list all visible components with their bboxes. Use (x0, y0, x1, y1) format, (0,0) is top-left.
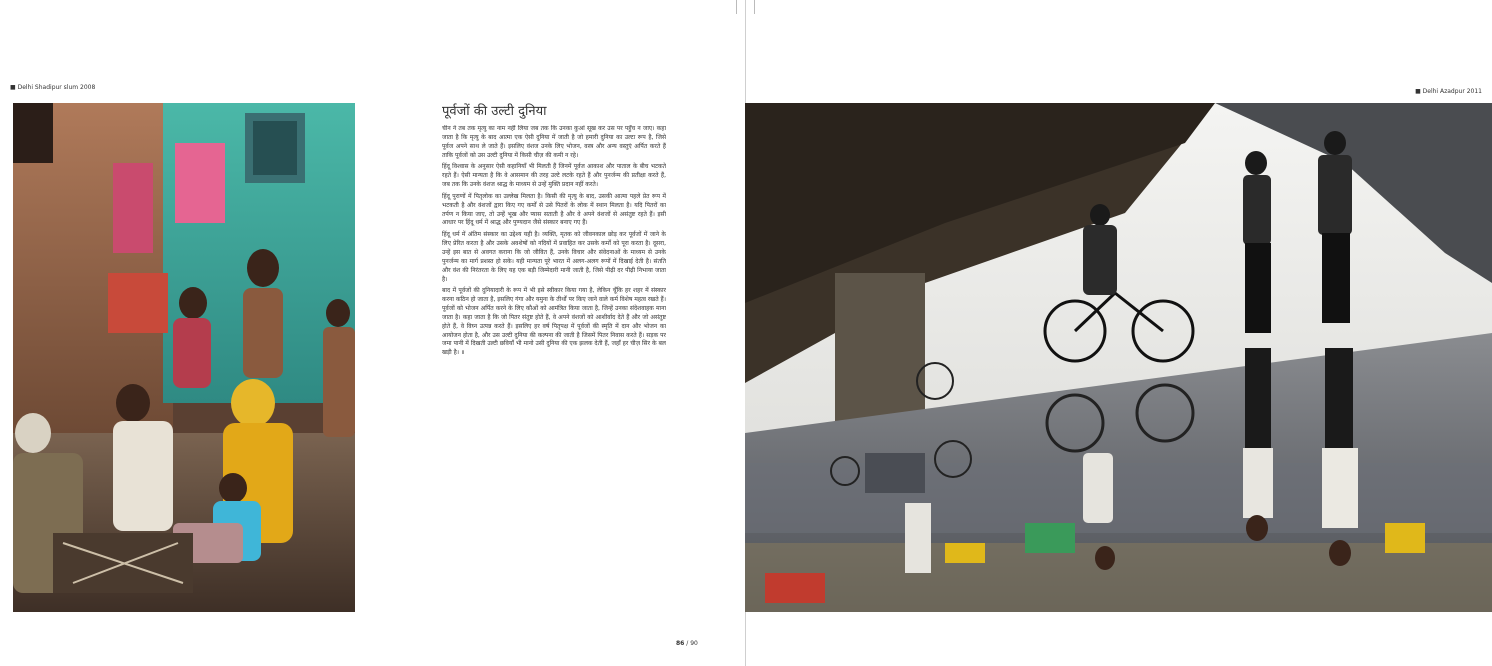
page-number-current: 86 (676, 640, 685, 647)
left-photo-caption: ■ Delhi Shadipur slum 2008 (10, 84, 96, 91)
article-body (442, 125, 666, 611)
article-paragraph: बाद में पूर्वजों की दुनियादारी के रूप में भी इसे स्वीकार किया गया है, लेकिन चूँकि हर शहर में संस्कार करना कठिन हो जाता है, इसलिए गंगा और यमुना के तीर्थों पर किए जाने वाले कर्म विशेष महत्व रखते हैं। पूर्वजों को भोजन अर्पित करने के लिए कौओं को आमंत्रित किया जाता है, जिन्हें उनका संदेशवाहक माना जाता है। कहा जाता है कि जो पितर संतुष्ट होते हैं, वे अपने वंशजों को आशीर्वाद देते हैं और जो असंतुष्ट होते हैं, वे विघ्न उत्पन्न करते हैं। इसलिए हर वर्ष पितृपक्ष में पूर्वजों की स्मृति में दान और भोजन का आयोजन होता है, और उस उल्टी दुनिया की कल्पना की जाती है जिसमें पितर निवास करते हैं। सड़क पर जमा पानी में दिखती उल्टी छवियाँ भी मानो उसी दुनिया की एक झलक देती हैं, जहाँ हर चीज़ सिर के बल खड़ी है। ॥ (442, 287, 666, 357)
right-photo-caption: ■ Delhi Azadpur 2011 (1415, 88, 1482, 95)
slum-family-photo (13, 103, 355, 612)
page-number (676, 640, 698, 647)
page-number-next: 90 (690, 640, 698, 647)
article-paragraph: हिंदू पुराणों में पितृलोक का उल्लेख मिलता है। किसी की मृत्यु के बाद, उसकी आत्मा पहले प्रेत रूप में भटकती है और वंशजों द्वारा किए गए कर्मों से उसे पितरों के लोक में स्थान मिलता है। यदि पितरों का तर्पण न किया जाए, तो उन्हें भूख और प्यास सताती है और वे अपने वंशजों से असंतुष्ट रहते हैं। इसी आधार पर हिंदू धर्म में श्राद्ध और पुण्यदान जैसे संस्कार बनाए गए हैं। (442, 192, 666, 227)
crop-mark-right (754, 0, 755, 14)
article-paragraph: हिंदू विश्वास के अनुसार ऐसी कहानियाँ भी मिलती हैं जिनमें पूर्वज आकाश और पाताल के बीच भटकते रहते हैं। ऐसी मान्यता है कि वे आसमान की तरह उल्टे लटके रहते हैं और पुनर्जन्म की प्रतीक्षा करते हैं, जब तक कि उनके वंशज श्राद्ध के माध्यम से उन्हें मुक्ति प्रदान नहीं करते। (442, 163, 666, 189)
page-number-separator: / (684, 640, 691, 647)
article-title: पूर्वजों की उल्टी दुनिया (442, 104, 547, 119)
article-paragraph: चीन ने तब तक मृत्यु का नाम नहीं लिया जब तक कि उनका कुआं सूख कर उस पर पहुँच न जाए। कहा जाता है कि मृत्यु के बाद आत्मा एक ऐसी दुनिया में जाती है जो हमारी दुनिया का उल्टा रूप है, जिसे पूर्वज अपने साथ ले जाते हैं। इसलिए वंशज उनके लिए भोजन, वस्त्र और अन्य वस्तुएं अर्पित करते हैं ताकि पूर्वजों को उस उल्टी दुनिया में किसी चीज़ की कमी न रहे। (442, 125, 666, 159)
article-paragraph: हिंदू धर्म में अंतिम संस्कार का उद्देश्य यही है। व्यक्ति, मृतक को जीवनकाल छोड़ कर पूर्वजों में जाने के लिए प्रेरित करता है और उसके अवशेषों को नदियों में प्रवाहित कर उसके कर्मों को पूरा करता है। दूसरा, उन्हें इस बात से अवगत कराना कि जो जीवित हैं, उनके विचार और संवेदनाओं के माध्यम से उनके पुनर्जन्म का मार्ग प्रशस्त हो सके। यही मान्यता पूरे भारत में अलग-अलग रूपों में दिखाई देती है। संतति और वंश की निरंतरता के लिए यह एक बड़ी जिम्मेदारी मानी जाती है, जिसे पीढ़ी दर पीढ़ी निभाया जाता है। (442, 231, 666, 283)
crop-mark-left (736, 0, 737, 14)
overpass-reflection-photo (745, 103, 1492, 612)
